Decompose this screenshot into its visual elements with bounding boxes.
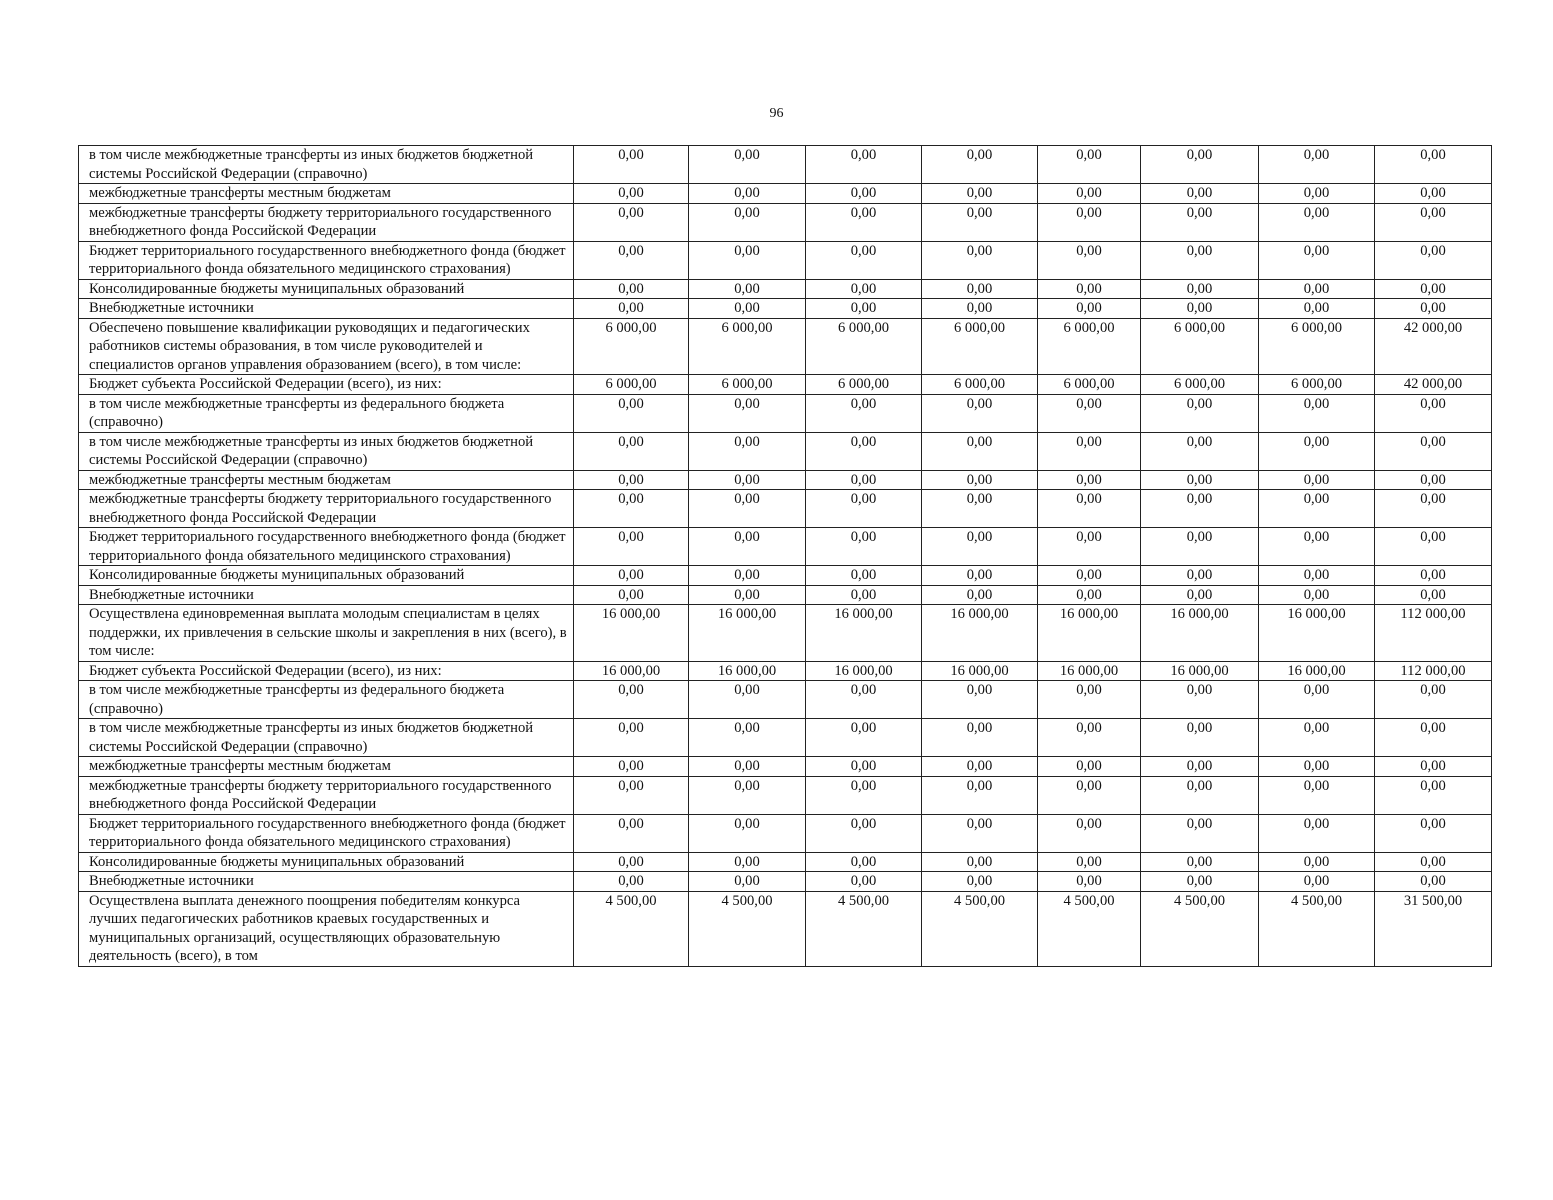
year-value-cell: 0,00 [806, 299, 922, 319]
row-label: в том числе межбюджетные трансферты из иных бюджетов бюджетной системы Российской Федерации (справочно) [79, 146, 574, 184]
year-value-cell: 0,00 [574, 299, 689, 319]
year-value-cell: 0,00 [1259, 852, 1375, 872]
year-value-cell: 0,00 [574, 146, 689, 184]
year-value-cell: 0,00 [806, 585, 922, 605]
year-value-cell: 0,00 [574, 470, 689, 490]
year-value-cell: 0,00 [806, 719, 922, 757]
year-value-cell: 0,00 [1038, 299, 1141, 319]
year-value-cell: 0,00 [1259, 528, 1375, 566]
year-value-cell: 6 000,00 [1038, 318, 1141, 375]
year-value-cell: 0,00 [806, 184, 922, 204]
year-value-cell: 16 000,00 [689, 605, 806, 662]
year-value-cell: 0,00 [922, 490, 1038, 528]
year-value-cell: 0,00 [574, 776, 689, 814]
year-value-cell: 0,00 [1038, 585, 1141, 605]
year-value-cell: 0,00 [806, 872, 922, 892]
year-value-cell: 0,00 [1038, 432, 1141, 470]
row-total-cell: 0,00 [1375, 585, 1492, 605]
year-value-cell: 6 000,00 [806, 375, 922, 395]
row-total-cell: 0,00 [1375, 757, 1492, 777]
year-value-cell: 0,00 [1038, 681, 1141, 719]
year-value-cell: 0,00 [574, 279, 689, 299]
row-label: межбюджетные трансферты бюджету территориального государственного внебюджетного фонда Российской Федерации [79, 776, 574, 814]
year-value-cell: 0,00 [689, 681, 806, 719]
row-label: Консолидированные бюджеты муниципальных образований [79, 279, 574, 299]
year-value-cell: 0,00 [689, 490, 806, 528]
row-label: Бюджет территориального государственного внебюджетного фонда (бюджет территориального фонда обязательного медицинского страхования) [79, 241, 574, 279]
year-value-cell: 0,00 [1259, 432, 1375, 470]
year-value-cell: 0,00 [574, 490, 689, 528]
year-value-cell: 0,00 [689, 872, 806, 892]
row-label: межбюджетные трансферты бюджету территориального государственного внебюджетного фонда Российской Федерации [79, 490, 574, 528]
year-value-cell: 0,00 [574, 566, 689, 586]
year-value-cell: 0,00 [1038, 184, 1141, 204]
year-value-cell: 16 000,00 [574, 605, 689, 662]
row-total-cell: 0,00 [1375, 241, 1492, 279]
row-label: Бюджет территориального государственного внебюджетного фонда (бюджет территориального фонда обязательного медицинского страхования) [79, 814, 574, 852]
row-label: в том числе межбюджетные трансферты из федерального бюджета (справочно) [79, 394, 574, 432]
year-value-cell: 0,00 [922, 184, 1038, 204]
year-value-cell: 0,00 [689, 299, 806, 319]
table-row [79, 757, 1492, 777]
year-value-cell: 0,00 [574, 203, 689, 241]
table-row [79, 585, 1492, 605]
year-value-cell: 0,00 [1259, 394, 1375, 432]
year-value-cell: 0,00 [1038, 394, 1141, 432]
year-value-cell: 16 000,00 [922, 661, 1038, 681]
row-label: межбюджетные трансферты бюджету территориального государственного внебюджетного фонда Российской Федерации [79, 203, 574, 241]
year-value-cell: 0,00 [1038, 528, 1141, 566]
year-value-cell: 0,00 [1259, 566, 1375, 586]
row-total-cell: 0,00 [1375, 490, 1492, 528]
year-value-cell: 4 500,00 [1259, 891, 1375, 966]
year-value-cell: 0,00 [922, 757, 1038, 777]
year-value-cell: 0,00 [1141, 757, 1259, 777]
year-value-cell: 0,00 [689, 184, 806, 204]
row-label: Бюджет территориального государственного внебюджетного фонда (бюджет территориального фонда обязательного медицинского страхования) [79, 528, 574, 566]
year-value-cell: 0,00 [806, 566, 922, 586]
year-value-cell: 16 000,00 [1259, 661, 1375, 681]
year-value-cell: 0,00 [1259, 872, 1375, 892]
year-value-cell: 0,00 [574, 394, 689, 432]
row-total-cell: 0,00 [1375, 814, 1492, 852]
row-label: Осуществлена выплата денежного поощрения победителям конкурса лучших педагогических работников краевых государственных и муниципальных организаций, осуществляющих образовательную деятельность (всего), в том [79, 891, 574, 966]
row-label: Внебюджетные источники [79, 299, 574, 319]
year-value-cell: 0,00 [1038, 490, 1141, 528]
year-value-cell: 0,00 [689, 585, 806, 605]
year-value-cell: 0,00 [1141, 719, 1259, 757]
year-value-cell: 0,00 [806, 852, 922, 872]
year-value-cell: 0,00 [1038, 814, 1141, 852]
table-row [79, 719, 1492, 757]
table-row [79, 605, 1492, 662]
year-value-cell: 0,00 [806, 432, 922, 470]
row-label: межбюджетные трансферты местным бюджетам [79, 184, 574, 204]
year-value-cell: 0,00 [1038, 719, 1141, 757]
year-value-cell: 0,00 [922, 585, 1038, 605]
year-value-cell: 0,00 [689, 432, 806, 470]
year-value-cell: 0,00 [1141, 146, 1259, 184]
row-total-cell: 112 000,00 [1375, 605, 1492, 662]
row-total-cell: 0,00 [1375, 432, 1492, 470]
year-value-cell: 0,00 [922, 528, 1038, 566]
table-row [79, 470, 1492, 490]
row-total-cell: 0,00 [1375, 470, 1492, 490]
table-row [79, 394, 1492, 432]
year-value-cell: 16 000,00 [1038, 605, 1141, 662]
year-value-cell: 4 500,00 [806, 891, 922, 966]
row-total-cell: 0,00 [1375, 566, 1492, 586]
table-body [79, 146, 1492, 967]
year-value-cell: 0,00 [574, 719, 689, 757]
year-value-cell: 0,00 [922, 432, 1038, 470]
year-value-cell: 0,00 [922, 776, 1038, 814]
year-value-cell: 4 500,00 [1141, 891, 1259, 966]
year-value-cell: 6 000,00 [806, 318, 922, 375]
row-total-cell: 0,00 [1375, 681, 1492, 719]
year-value-cell: 0,00 [689, 470, 806, 490]
year-value-cell: 0,00 [574, 757, 689, 777]
year-value-cell: 0,00 [806, 757, 922, 777]
year-value-cell: 0,00 [689, 814, 806, 852]
budget-table [78, 145, 1492, 967]
table-row [79, 872, 1492, 892]
year-value-cell: 16 000,00 [1141, 605, 1259, 662]
year-value-cell: 0,00 [806, 203, 922, 241]
table-row [79, 852, 1492, 872]
year-value-cell: 0,00 [1038, 566, 1141, 586]
year-value-cell: 0,00 [1259, 585, 1375, 605]
row-total-cell: 0,00 [1375, 203, 1492, 241]
year-value-cell: 16 000,00 [922, 605, 1038, 662]
year-value-cell: 6 000,00 [689, 318, 806, 375]
year-value-cell: 0,00 [806, 490, 922, 528]
year-value-cell: 0,00 [1259, 184, 1375, 204]
year-value-cell: 4 500,00 [922, 891, 1038, 966]
year-value-cell: 0,00 [1141, 585, 1259, 605]
year-value-cell: 0,00 [1141, 814, 1259, 852]
table-row [79, 146, 1492, 184]
year-value-cell: 0,00 [574, 432, 689, 470]
year-value-cell: 0,00 [806, 146, 922, 184]
year-value-cell: 0,00 [922, 681, 1038, 719]
row-label: Бюджет субъекта Российской Федерации (всего), из них: [79, 661, 574, 681]
year-value-cell: 0,00 [1038, 470, 1141, 490]
year-value-cell: 0,00 [922, 241, 1038, 279]
row-label: Внебюджетные источники [79, 585, 574, 605]
year-value-cell: 4 500,00 [689, 891, 806, 966]
year-value-cell: 6 000,00 [1259, 375, 1375, 395]
row-total-cell: 42 000,00 [1375, 375, 1492, 395]
year-value-cell: 4 500,00 [574, 891, 689, 966]
row-label: Осуществлена единовременная выплата молодым специалистам в целях поддержки, их привлечения в сельские школы и закрепления в них (всего), в том числе: [79, 605, 574, 662]
table-row [79, 375, 1492, 395]
year-value-cell: 0,00 [1038, 872, 1141, 892]
year-value-cell: 0,00 [689, 241, 806, 279]
year-value-cell: 0,00 [806, 681, 922, 719]
year-value-cell: 0,00 [1141, 852, 1259, 872]
row-total-cell: 112 000,00 [1375, 661, 1492, 681]
row-total-cell: 0,00 [1375, 776, 1492, 814]
year-value-cell: 6 000,00 [1038, 375, 1141, 395]
year-value-cell: 0,00 [806, 776, 922, 814]
year-value-cell: 6 000,00 [1259, 318, 1375, 375]
year-value-cell: 0,00 [689, 203, 806, 241]
year-value-cell: 4 500,00 [1038, 891, 1141, 966]
row-label: Консолидированные бюджеты муниципальных образований [79, 852, 574, 872]
year-value-cell: 0,00 [1141, 279, 1259, 299]
row-total-cell: 0,00 [1375, 394, 1492, 432]
year-value-cell: 0,00 [1141, 299, 1259, 319]
year-value-cell: 0,00 [806, 814, 922, 852]
row-total-cell: 42 000,00 [1375, 318, 1492, 375]
year-value-cell: 0,00 [1141, 872, 1259, 892]
year-value-cell: 0,00 [1259, 203, 1375, 241]
year-value-cell: 0,00 [1259, 490, 1375, 528]
year-value-cell: 0,00 [922, 299, 1038, 319]
year-value-cell: 0,00 [922, 394, 1038, 432]
table-row [79, 279, 1492, 299]
row-total-cell: 31 500,00 [1375, 891, 1492, 966]
year-value-cell: 0,00 [574, 852, 689, 872]
year-value-cell: 0,00 [574, 184, 689, 204]
table-row [79, 891, 1492, 966]
year-value-cell: 0,00 [1038, 757, 1141, 777]
year-value-cell: 0,00 [1141, 241, 1259, 279]
row-label: межбюджетные трансферты местным бюджетам [79, 470, 574, 490]
row-total-cell: 0,00 [1375, 852, 1492, 872]
year-value-cell: 0,00 [922, 203, 1038, 241]
year-value-cell: 0,00 [574, 585, 689, 605]
row-total-cell: 0,00 [1375, 279, 1492, 299]
table-row [79, 814, 1492, 852]
year-value-cell: 0,00 [922, 814, 1038, 852]
year-value-cell: 0,00 [574, 241, 689, 279]
table-row [79, 203, 1492, 241]
year-value-cell: 0,00 [1038, 241, 1141, 279]
year-value-cell: 0,00 [922, 852, 1038, 872]
year-value-cell: 0,00 [1259, 757, 1375, 777]
year-value-cell: 0,00 [1259, 299, 1375, 319]
year-value-cell: 0,00 [1141, 203, 1259, 241]
year-value-cell: 0,00 [922, 566, 1038, 586]
year-value-cell: 0,00 [574, 872, 689, 892]
year-value-cell: 0,00 [1038, 852, 1141, 872]
year-value-cell: 0,00 [1141, 566, 1259, 586]
row-label: Внебюджетные источники [79, 872, 574, 892]
year-value-cell: 16 000,00 [1259, 605, 1375, 662]
year-value-cell: 0,00 [922, 279, 1038, 299]
page-number: 96 [769, 106, 784, 121]
year-value-cell: 6 000,00 [689, 375, 806, 395]
year-value-cell: 0,00 [806, 279, 922, 299]
year-value-cell: 0,00 [1259, 776, 1375, 814]
year-value-cell: 0,00 [1259, 814, 1375, 852]
year-value-cell: 0,00 [806, 394, 922, 432]
year-value-cell: 0,00 [806, 470, 922, 490]
table-row [79, 318, 1492, 375]
row-total-cell: 0,00 [1375, 719, 1492, 757]
year-value-cell: 0,00 [1141, 681, 1259, 719]
table-row [79, 661, 1492, 681]
year-value-cell: 0,00 [1038, 279, 1141, 299]
year-value-cell: 0,00 [1141, 490, 1259, 528]
table-row [79, 184, 1492, 204]
row-total-cell: 0,00 [1375, 872, 1492, 892]
year-value-cell: 0,00 [689, 528, 806, 566]
year-value-cell: 0,00 [922, 470, 1038, 490]
year-value-cell: 16 000,00 [1141, 661, 1259, 681]
year-value-cell: 0,00 [689, 852, 806, 872]
year-value-cell: 0,00 [1141, 470, 1259, 490]
year-value-cell: 6 000,00 [922, 375, 1038, 395]
year-value-cell: 16 000,00 [574, 661, 689, 681]
year-value-cell: 0,00 [574, 528, 689, 566]
table-row [79, 299, 1492, 319]
year-value-cell: 0,00 [922, 146, 1038, 184]
row-label: в том числе межбюджетные трансферты из иных бюджетов бюджетной системы Российской Федерации (справочно) [79, 432, 574, 470]
row-label: Консолидированные бюджеты муниципальных образований [79, 566, 574, 586]
year-value-cell: 0,00 [1259, 470, 1375, 490]
year-value-cell: 6 000,00 [574, 318, 689, 375]
year-value-cell: 16 000,00 [1038, 661, 1141, 681]
table-row [79, 681, 1492, 719]
year-value-cell: 6 000,00 [1141, 375, 1259, 395]
row-label: в том числе межбюджетные трансферты из иных бюджетов бюджетной системы Российской Федерации (справочно) [79, 719, 574, 757]
table-row [79, 776, 1492, 814]
year-value-cell: 0,00 [1141, 184, 1259, 204]
row-label: Бюджет субъекта Российской Федерации (всего), из них: [79, 375, 574, 395]
table-row [79, 432, 1492, 470]
year-value-cell: 0,00 [689, 146, 806, 184]
table-row [79, 241, 1492, 279]
table-row [79, 490, 1492, 528]
row-total-cell: 0,00 [1375, 299, 1492, 319]
year-value-cell: 0,00 [806, 528, 922, 566]
year-value-cell: 16 000,00 [806, 661, 922, 681]
year-value-cell: 0,00 [1038, 146, 1141, 184]
year-value-cell: 0,00 [1141, 394, 1259, 432]
year-value-cell: 0,00 [1259, 719, 1375, 757]
year-value-cell: 0,00 [922, 719, 1038, 757]
year-value-cell: 0,00 [1259, 681, 1375, 719]
year-value-cell: 0,00 [1259, 241, 1375, 279]
year-value-cell: 6 000,00 [574, 375, 689, 395]
table-row [79, 528, 1492, 566]
year-value-cell: 6 000,00 [1141, 318, 1259, 375]
year-value-cell: 0,00 [1038, 776, 1141, 814]
year-value-cell: 0,00 [1259, 279, 1375, 299]
year-value-cell: 0,00 [1141, 432, 1259, 470]
year-value-cell: 0,00 [689, 394, 806, 432]
year-value-cell: 6 000,00 [922, 318, 1038, 375]
table-row [79, 566, 1492, 586]
year-value-cell: 0,00 [689, 279, 806, 299]
year-value-cell: 0,00 [689, 776, 806, 814]
row-total-cell: 0,00 [1375, 184, 1492, 204]
year-value-cell: 0,00 [574, 814, 689, 852]
year-value-cell: 0,00 [1038, 203, 1141, 241]
year-value-cell: 0,00 [689, 566, 806, 586]
year-value-cell: 0,00 [806, 241, 922, 279]
year-value-cell: 0,00 [922, 872, 1038, 892]
year-value-cell: 0,00 [574, 681, 689, 719]
year-value-cell: 0,00 [1141, 776, 1259, 814]
year-value-cell: 0,00 [689, 757, 806, 777]
row-total-cell: 0,00 [1375, 528, 1492, 566]
row-label: межбюджетные трансферты местным бюджетам [79, 757, 574, 777]
year-value-cell: 0,00 [1141, 528, 1259, 566]
year-value-cell: 16 000,00 [689, 661, 806, 681]
row-total-cell: 0,00 [1375, 146, 1492, 184]
year-value-cell: 16 000,00 [806, 605, 922, 662]
year-value-cell: 0,00 [1259, 146, 1375, 184]
year-value-cell: 0,00 [689, 719, 806, 757]
row-label: Обеспечено повышение квалификации руководящих и педагогических работников системы образования, в том числе руководителей и специалистов органов управления образованием (всего), в том числе: [79, 318, 574, 375]
row-label: в том числе межбюджетные трансферты из федерального бюджета (справочно) [79, 681, 574, 719]
